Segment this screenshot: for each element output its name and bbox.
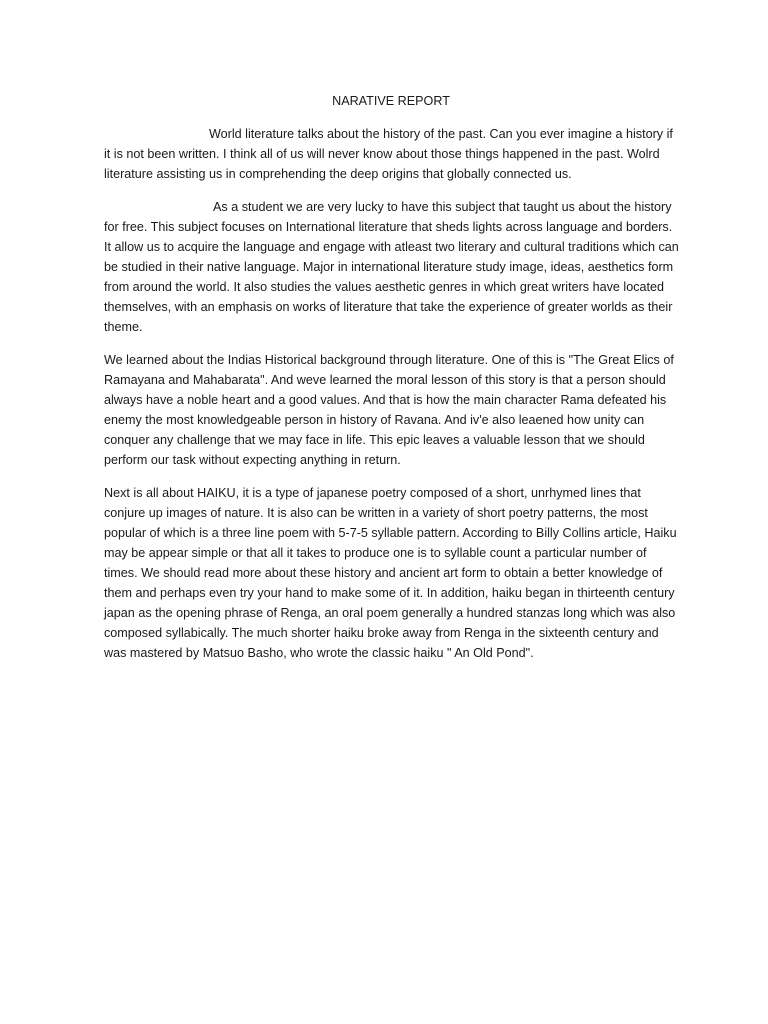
paragraph-international-literature: As a student we are very lucky to have this subject that taught us about the history for free. This subject focuses on International literature that sheds lights across language and borders. It allow us to acquire the language and engage with atleast two literary and cultural traditions which can be studied in their native language. Major in international literature study image, ideas, aesthetics form from around the world. It also studies the values aesthetic genres in which great writers have located themselves, with an emphasis on works of literature that take the experience of greater worlds as their theme. xyxy=(104,200,679,334)
paragraph-haiku: Next is all about HAIKU, it is a type of japanese poetry composed of a short, unrhymed lines that conjure up images of nature. It is also can be written in a variety of short poetry patterns, the most popular of which is a three line poem with 5-7-5 syllable pattern. According to Billy Collins article, Haiku may be appear simple or that all it takes to produce one is to syllable count a particular number of times. We should read more about these history and ancient art form to obtain a better knowledge of them and perhaps even try your hand to make some of it. In addition, haiku began in thirteenth century japan as the opening phrase of Renga, an oral poem generally a hundred stanzas long which was also composed syllabically. The much shorter haiku broke away from Renga in the sixteenth century and was mastered by Matsuo Basho, who wrote the classic haiku " An Old Pond". xyxy=(104,486,677,660)
paragraph-world-literature: World literature talks about the history of the past. Can you ever imagine a history if it is not been written. I think all of us will never know about those things happened in the past. Wolrd literature assisting us in comprehending the deep origins that globally connected us. xyxy=(104,127,673,181)
document-title: NARATIVE REPORT xyxy=(332,94,450,108)
paragraph-ramayana-mahabarata: We learned about the Indias Historical background through literature. One of this is "The Great Elics of Ramayana and Mahabarata". And weve learned the moral lesson of this story is that a person should always have a noble heart and a good values. And that is how the main character Rama defeated his enemy the most knowledgeable person in history of Ravana. And iv'e also leaened how unity can conquer any challenge that we may face in life. This epic leaves a valuable lesson that we should perform our task without expecting anything in return. xyxy=(104,353,674,467)
